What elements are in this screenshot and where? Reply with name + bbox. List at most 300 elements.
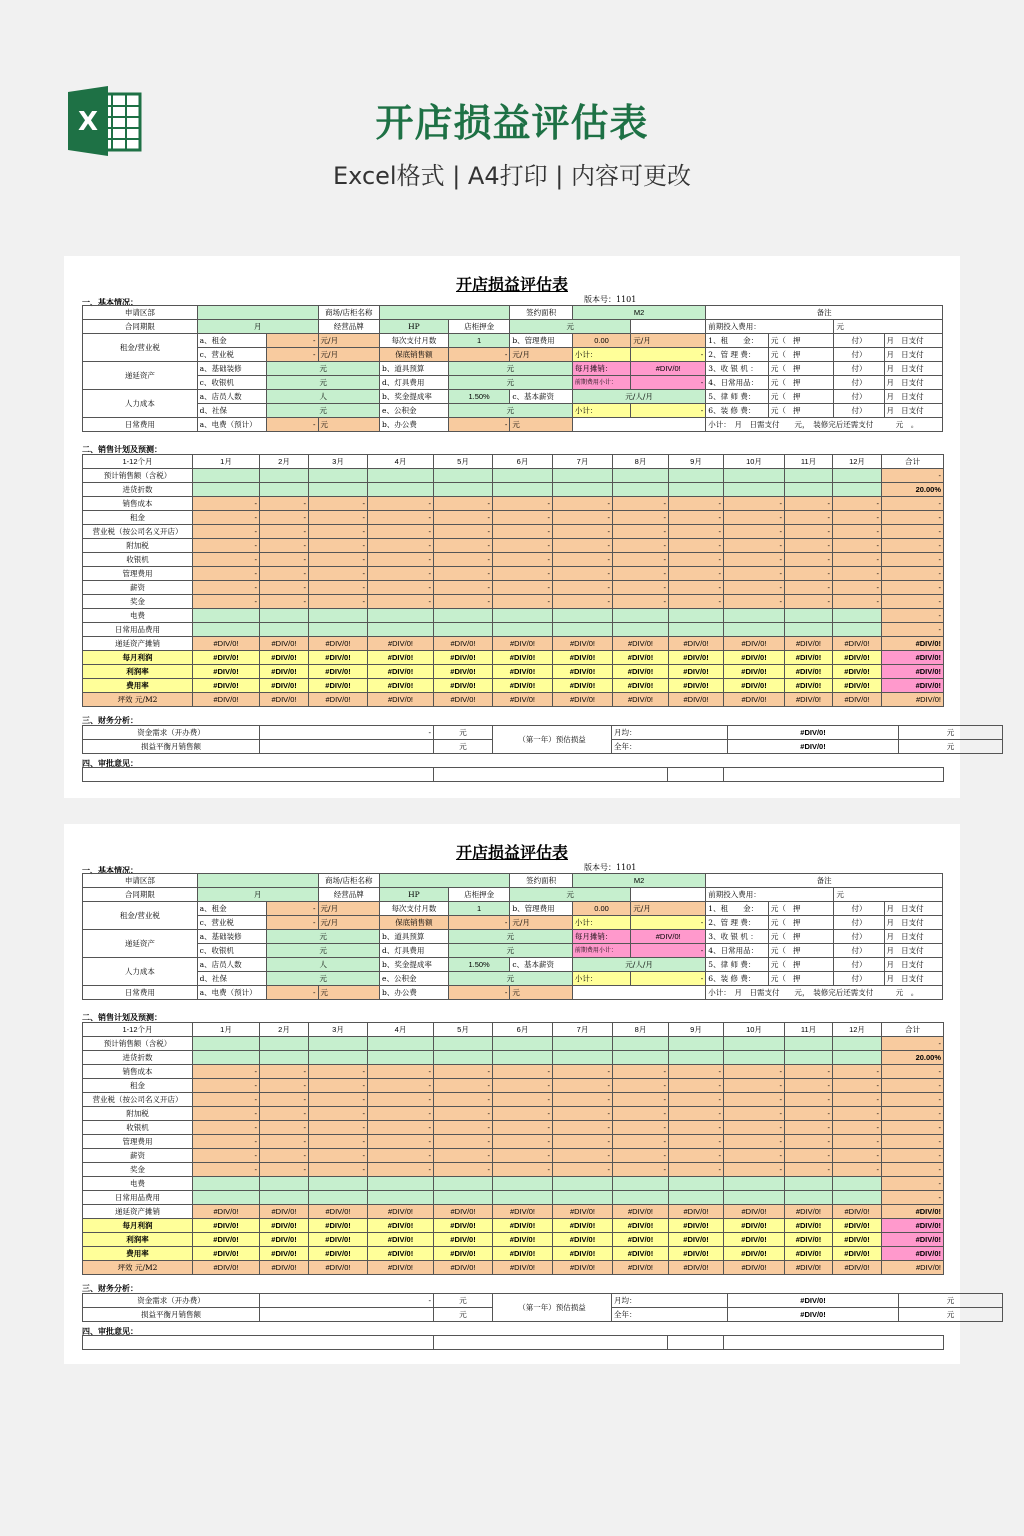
plan-cell[interactable] (493, 609, 553, 623)
approval-cell[interactable] (724, 768, 944, 782)
plan-cell: - (785, 1163, 833, 1177)
note-lawyer: 5、律 师 费： (706, 958, 769, 972)
rent-unit: 元/月 (318, 902, 380, 916)
plan-cell: - (613, 1135, 669, 1149)
plan-cell[interactable] (260, 623, 309, 637)
note-pay: 日支付 (901, 959, 924, 969)
plan-cell: #DIV/0! (260, 1247, 309, 1261)
note-yuan: 元（ (770, 335, 786, 345)
note-cashier: 3、收 银 机 ： (706, 362, 769, 376)
plan-header-total: 合计 (882, 455, 944, 469)
plan-row-label: 收银机 (83, 1121, 193, 1135)
bonus-rate-field[interactable]: 1.50% (448, 958, 510, 972)
section-plan-heading: 二、销售计划及预测： (82, 444, 162, 454)
plan-row-label: 进货折数 (83, 1051, 193, 1065)
label-mall-name: 商场/店柜名称 (318, 306, 380, 320)
plan-cell[interactable] (260, 609, 309, 623)
plan-cell[interactable] (613, 1051, 669, 1065)
plan-cell[interactable] (368, 469, 434, 483)
plan-cell[interactable] (193, 623, 260, 637)
plan-cell: #DIV/0! (613, 665, 669, 679)
office-field[interactable]: - (448, 418, 510, 432)
doc-title: 开店损益评估表 (455, 843, 568, 862)
plan-cell[interactable] (309, 483, 368, 497)
apply-region-field[interactable] (197, 874, 318, 888)
note-pay: 日支付 (901, 391, 924, 401)
plan-header-month: 5月 (434, 1023, 493, 1037)
label-deposit: 店柜押金 (448, 888, 510, 902)
note-ya: 押 (792, 917, 801, 927)
plan-total-cell: #DIV/0! (882, 1219, 944, 1233)
plan-cell[interactable] (434, 609, 493, 623)
brand-field[interactable]: HP (380, 320, 449, 334)
note-fu: 付） (834, 930, 884, 944)
plan-total-cell: #DIV/0! (882, 665, 944, 679)
plan-cell: - (785, 1149, 833, 1163)
business-tax-field[interactable]: - (267, 916, 318, 930)
mall-name-field[interactable] (380, 306, 510, 320)
note-month: 月 (886, 391, 895, 401)
plan-row-label: 租金 (83, 1079, 193, 1093)
plan-cell[interactable] (724, 1191, 785, 1205)
plan-cell: - (724, 1079, 785, 1093)
electricity-field[interactable]: - (267, 418, 318, 432)
brand-field[interactable]: HP (380, 888, 449, 902)
plan-cell[interactable] (193, 483, 260, 497)
plan-cell[interactable] (260, 1037, 309, 1051)
plan-cell[interactable] (669, 483, 724, 497)
label-full-year: 全年： (612, 740, 728, 754)
business-tax-field[interactable]: - (267, 348, 318, 362)
approval-cell[interactable] (83, 768, 434, 782)
plan-cell[interactable] (493, 469, 553, 483)
label-props: b、道具预算 (380, 930, 449, 944)
decoration-field[interactable]: 元 (267, 362, 380, 376)
guarantee-sales-field[interactable]: - (448, 348, 510, 362)
approval-cell[interactable] (434, 768, 668, 782)
plan-total-cell: - (882, 1079, 944, 1093)
plan-cell[interactable] (724, 1037, 785, 1051)
plan-cell[interactable] (613, 1037, 669, 1051)
plan-cell: - (260, 1065, 309, 1079)
note-month: 月 (886, 405, 895, 415)
plan-cell[interactable] (613, 1177, 669, 1191)
rent-field[interactable]: - (267, 902, 318, 916)
plan-header-month: 5月 (434, 455, 493, 469)
note-month: 月 (886, 377, 895, 387)
plan-total-cell: - (882, 1107, 944, 1121)
plan-cell: #DIV/0! (434, 1219, 493, 1233)
deposit-field[interactable]: 元 (510, 888, 631, 902)
plan-cell[interactable] (785, 1191, 833, 1205)
table-row (83, 1079, 944, 1093)
approval-cell[interactable] (83, 1336, 434, 1350)
plan-row-label: 奖金 (83, 595, 193, 609)
plan-cell: #DIV/0! (669, 1261, 724, 1275)
note-yuan: 元（ (770, 917, 786, 927)
plan-cell[interactable] (368, 1177, 434, 1191)
plan-cell[interactable] (368, 1051, 434, 1065)
plan-cell[interactable] (669, 469, 724, 483)
note-pay: 日支付 (901, 931, 924, 941)
plan-cell: #DIV/0! (368, 651, 434, 665)
hr-subtotal-label: 小计： (572, 404, 630, 418)
plan-cell[interactable] (193, 1177, 260, 1191)
plan-cell[interactable] (260, 1191, 309, 1205)
plan-cell: - (193, 1163, 260, 1177)
props-field[interactable]: 元 (448, 930, 572, 944)
label-bonus-rate: b、奖金提成率 (380, 958, 449, 972)
plan-cell[interactable] (193, 469, 260, 483)
approval-cell[interactable] (668, 1336, 724, 1350)
plan-cell[interactable] (553, 1177, 613, 1191)
rent-field[interactable]: - (267, 334, 318, 348)
decoration-field[interactable]: 元 (267, 930, 380, 944)
plan-cell: - (434, 553, 493, 567)
plan-cell: - (193, 1135, 260, 1149)
plan-cell[interactable] (833, 1051, 882, 1065)
plan-cell: - (724, 567, 785, 581)
plan-cell: - (434, 581, 493, 595)
staff-count-field[interactable]: 人 (267, 390, 380, 404)
plan-cell[interactable] (493, 623, 553, 637)
plan-cell: - (193, 1107, 260, 1121)
plan-cell: - (309, 1093, 368, 1107)
plan-cell[interactable] (669, 1177, 724, 1191)
plan-cell[interactable] (613, 623, 669, 637)
approval-cell[interactable] (668, 768, 724, 782)
plan-cell: #DIV/0! (434, 1233, 493, 1247)
plan-cell: - (785, 581, 833, 595)
social-insurance-field[interactable]: 元 (267, 972, 380, 986)
plan-cell: #DIV/0! (724, 1233, 785, 1247)
plan-row-label: 电费 (83, 1177, 193, 1191)
monthly-amort-label: 每月摊销： (572, 930, 630, 944)
plan-cell[interactable] (785, 483, 833, 497)
breakeven-unit: 元 (434, 1308, 493, 1322)
plan-cell[interactable] (434, 623, 493, 637)
plan-cell[interactable] (493, 1037, 553, 1051)
label-base-salary: c、基本薪资 (510, 390, 573, 404)
plan-cell: - (434, 539, 493, 553)
note-ya: 押 (792, 959, 801, 969)
plan-cell[interactable] (434, 1191, 493, 1205)
plan-cell[interactable] (193, 1191, 260, 1205)
bonus-rate-field[interactable]: 1.50% (448, 390, 510, 404)
plan-cell[interactable] (309, 1051, 368, 1065)
plan-cell[interactable] (833, 1191, 882, 1205)
plan-cell: #DIV/0! (493, 679, 553, 693)
plan-cell[interactable] (833, 609, 882, 623)
approval-cell[interactable] (434, 1336, 668, 1350)
electricity-field[interactable]: - (267, 986, 318, 1000)
plan-cell: #DIV/0! (553, 665, 613, 679)
plan-cell: - (669, 595, 724, 609)
plan-cell[interactable] (553, 469, 613, 483)
plan-cell[interactable] (833, 1177, 882, 1191)
plan-cell[interactable] (553, 1037, 613, 1051)
guarantee-sales-field[interactable]: - (448, 916, 510, 930)
plan-cell: - (193, 1079, 260, 1093)
plan-cell[interactable] (193, 609, 260, 623)
plan-cell: - (309, 511, 368, 525)
note-pay: 日支付 (901, 945, 924, 955)
plan-header-month: 4月 (368, 455, 434, 469)
plan-cell: #DIV/0! (724, 1205, 785, 1219)
label-decoration: a、基础装修 (197, 362, 267, 376)
plan-cell: - (434, 567, 493, 581)
plan-header-month: 4月 (368, 1023, 434, 1037)
label-lighting: d、灯具费用 (380, 944, 449, 958)
plan-cell[interactable] (553, 609, 613, 623)
plan-cell: - (309, 1065, 368, 1079)
hr-subtotal-value: - (631, 404, 706, 418)
plan-cell[interactable] (833, 1037, 882, 1051)
plan-total-cell: - (882, 511, 944, 525)
plan-cell: #DIV/0! (309, 1219, 368, 1233)
note-ya: 押 (792, 363, 801, 373)
mgmt-fee-unit: 元/月 (631, 334, 706, 348)
plan-cell: - (613, 1079, 669, 1093)
plan-cell[interactable] (309, 1037, 368, 1051)
plan-cell[interactable] (833, 469, 882, 483)
lighting-field[interactable]: 元 (448, 376, 572, 390)
label-first-year: （第一年）预估损益 (493, 726, 612, 754)
plan-cell: #DIV/0! (613, 1205, 669, 1219)
plan-cell[interactable] (434, 469, 493, 483)
plan-cell[interactable] (724, 1051, 785, 1065)
plan-cell[interactable] (434, 1037, 493, 1051)
plan-cell[interactable] (368, 483, 434, 497)
plan-cell: - (613, 1149, 669, 1163)
plan-cell[interactable] (434, 1177, 493, 1191)
sheet-preview-2 (64, 824, 960, 1364)
plan-cell[interactable] (553, 1051, 613, 1065)
plan-cell[interactable] (434, 1051, 493, 1065)
plan-cell[interactable] (260, 1177, 309, 1191)
plan-cell[interactable] (785, 469, 833, 483)
plan-cell[interactable] (785, 1051, 833, 1065)
approval-cell[interactable] (724, 1336, 944, 1350)
plan-cell[interactable] (613, 1191, 669, 1205)
label-social-insurance: d、社保 (197, 972, 267, 986)
plan-cell[interactable] (368, 1191, 434, 1205)
plan-row-label: 利润率 (83, 665, 193, 679)
props-field[interactable]: 元 (448, 362, 572, 376)
plan-cell: - (309, 595, 368, 609)
plan-cell[interactable] (493, 1177, 553, 1191)
plan-cell: #DIV/0! (785, 665, 833, 679)
plan-cell[interactable] (260, 1051, 309, 1065)
apply-region-field[interactable] (197, 306, 318, 320)
plan-cell: #DIV/0! (193, 1205, 260, 1219)
page-title: 开店损益评估表 (375, 101, 649, 145)
deposit-field[interactable]: 元 (510, 320, 631, 334)
label-daily-cost: 日常费用 (83, 986, 198, 1000)
table-row (83, 1205, 944, 1219)
business-tax-unit: 元/月 (318, 916, 380, 930)
plan-cell: #DIV/0! (193, 651, 260, 665)
plan-cell: - (785, 1065, 833, 1079)
plan-cell[interactable] (553, 623, 613, 637)
pay-cycle-field[interactable]: 1 (448, 902, 510, 916)
plan-cell: - (260, 581, 309, 595)
lighting-field[interactable]: 元 (448, 944, 572, 958)
early-subtotal-value: - (631, 944, 706, 958)
plan-cell[interactable] (493, 1051, 553, 1065)
plan-cell: - (553, 1107, 613, 1121)
plan-cell: #DIV/0! (553, 1233, 613, 1247)
plan-cell[interactable] (785, 1177, 833, 1191)
plan-total-cell: #DIV/0! (882, 693, 944, 707)
plan-cell: - (785, 1135, 833, 1149)
table-row (83, 623, 944, 637)
plan-cell[interactable] (785, 623, 833, 637)
plan-cell: - (493, 511, 553, 525)
plan-cell[interactable] (553, 1191, 613, 1205)
label-deferred-assets: 递延资产 (83, 930, 198, 958)
plan-cell[interactable] (553, 483, 613, 497)
note-ya: 押 (792, 377, 801, 387)
note-month: 月 (886, 945, 895, 955)
note-month: 月 (886, 335, 895, 345)
social-insurance-field[interactable]: 元 (267, 404, 380, 418)
base-salary-field[interactable]: 元/人/月 (572, 390, 705, 404)
plan-cell[interactable] (193, 1051, 260, 1065)
plan-cell[interactable] (833, 483, 882, 497)
plan-cell: - (613, 581, 669, 595)
mall-name-field[interactable] (380, 874, 510, 888)
plan-cell: - (368, 567, 434, 581)
plan-cell[interactable] (613, 469, 669, 483)
plan-cell[interactable] (309, 609, 368, 623)
plan-cell: - (368, 511, 434, 525)
plan-cell[interactable] (309, 1191, 368, 1205)
plan-cell[interactable] (669, 1037, 724, 1051)
plan-cell[interactable] (368, 609, 434, 623)
plan-cell[interactable] (493, 1191, 553, 1205)
plan-cell[interactable] (785, 1037, 833, 1051)
plan-cell: - (368, 1149, 434, 1163)
plan-cell[interactable] (493, 483, 553, 497)
plan-cell: #DIV/0! (833, 1205, 882, 1219)
plan-cell[interactable] (309, 469, 368, 483)
table-row (83, 1261, 944, 1275)
plan-cell[interactable] (193, 1037, 260, 1051)
note-mgmt: 2、管 理 费： (706, 916, 769, 930)
plan-cell[interactable] (260, 469, 309, 483)
note-month: 月 (886, 959, 895, 969)
plan-cell: - (434, 1093, 493, 1107)
plan-cell[interactable] (613, 609, 669, 623)
plan-header-month: 3月 (309, 1023, 368, 1037)
plan-cell: - (493, 1107, 553, 1121)
cashier-field[interactable]: 元 (267, 376, 380, 390)
plan-cell: #DIV/0! (368, 693, 434, 707)
approval-table (82, 767, 944, 782)
plan-cell: - (613, 595, 669, 609)
area-field[interactable]: M2 (572, 306, 705, 320)
note-month: 月 (886, 903, 895, 913)
plan-cell: #DIV/0! (553, 1247, 613, 1261)
page-header (0, 0, 1024, 240)
mgmt-fee-field[interactable]: 0.00 (572, 902, 630, 916)
plan-cell: - (553, 1135, 613, 1149)
plan-cell[interactable] (833, 623, 882, 637)
plan-cell: #DIV/0! (833, 1261, 882, 1275)
plan-cell: #DIV/0! (785, 1261, 833, 1275)
table-row (83, 1163, 944, 1177)
plan-cell[interactable] (669, 1051, 724, 1065)
office-field[interactable]: - (448, 986, 510, 1000)
plan-cell: - (193, 1121, 260, 1135)
plan-cell[interactable] (669, 609, 724, 623)
cashier-field[interactable]: 元 (267, 944, 380, 958)
plan-cell: #DIV/0! (785, 1233, 833, 1247)
housing-fund-field[interactable]: 元 (448, 972, 572, 986)
plan-total-cell: #DIV/0! (882, 1261, 944, 1275)
contract-period-field[interactable]: 月 (197, 888, 318, 902)
plan-cell[interactable] (669, 1191, 724, 1205)
plan-cell[interactable] (434, 483, 493, 497)
plan-cell[interactable] (309, 623, 368, 637)
plan-total-cell: - (882, 1149, 944, 1163)
staff-count-field[interactable]: 人 (267, 958, 380, 972)
plan-cell: - (368, 1107, 434, 1121)
plan-cell[interactable] (785, 609, 833, 623)
plan-header-month: 7月 (553, 1023, 613, 1037)
plan-cell: #DIV/0! (724, 1247, 785, 1261)
plan-cell[interactable] (309, 1177, 368, 1191)
plan-cell[interactable] (368, 623, 434, 637)
housing-fund-field[interactable]: 元 (448, 404, 572, 418)
electricity-unit: 元 (318, 986, 380, 1000)
contract-period-field[interactable]: 月 (197, 320, 318, 334)
note-month: 月 (886, 349, 895, 359)
plan-header-month: 12月 (833, 1023, 882, 1037)
plan-cell[interactable] (724, 469, 785, 483)
plan-cell: - (613, 1107, 669, 1121)
note-pay: 日支付 (901, 349, 924, 359)
plan-cell[interactable] (724, 609, 785, 623)
plan-total-cell: - (882, 581, 944, 595)
area-field[interactable]: M2 (572, 874, 705, 888)
funding-need-unit: 元 (434, 1294, 493, 1308)
plan-cell: #DIV/0! (193, 1261, 260, 1275)
plan-cell: - (553, 595, 613, 609)
label-breakeven: 损益平衡月销售额 (83, 740, 260, 754)
plan-header-month: 11月 (785, 455, 833, 469)
plan-cell: - (368, 497, 434, 511)
plan-cell[interactable] (368, 1037, 434, 1051)
plan-cell[interactable] (613, 483, 669, 497)
plan-header-period: 1-12个月 (83, 1023, 193, 1037)
pay-cycle-field[interactable]: 1 (448, 334, 510, 348)
label-cashier: c、收银机 (197, 944, 267, 958)
plan-cell[interactable] (724, 1177, 785, 1191)
plan-cell[interactable] (669, 623, 724, 637)
note-decoration: 6、装 修 费： (706, 972, 769, 986)
plan-cell[interactable] (260, 483, 309, 497)
note-fu: 付） (834, 334, 884, 348)
mgmt-fee-field[interactable]: 0.00 (572, 334, 630, 348)
plan-total-cell: - (882, 595, 944, 609)
base-salary-field[interactable]: 元/人/月 (572, 958, 705, 972)
plan-cell[interactable] (724, 623, 785, 637)
plan-total-cell: - (882, 525, 944, 539)
plan-cell[interactable] (724, 483, 785, 497)
note-fu: 付） (834, 362, 884, 376)
